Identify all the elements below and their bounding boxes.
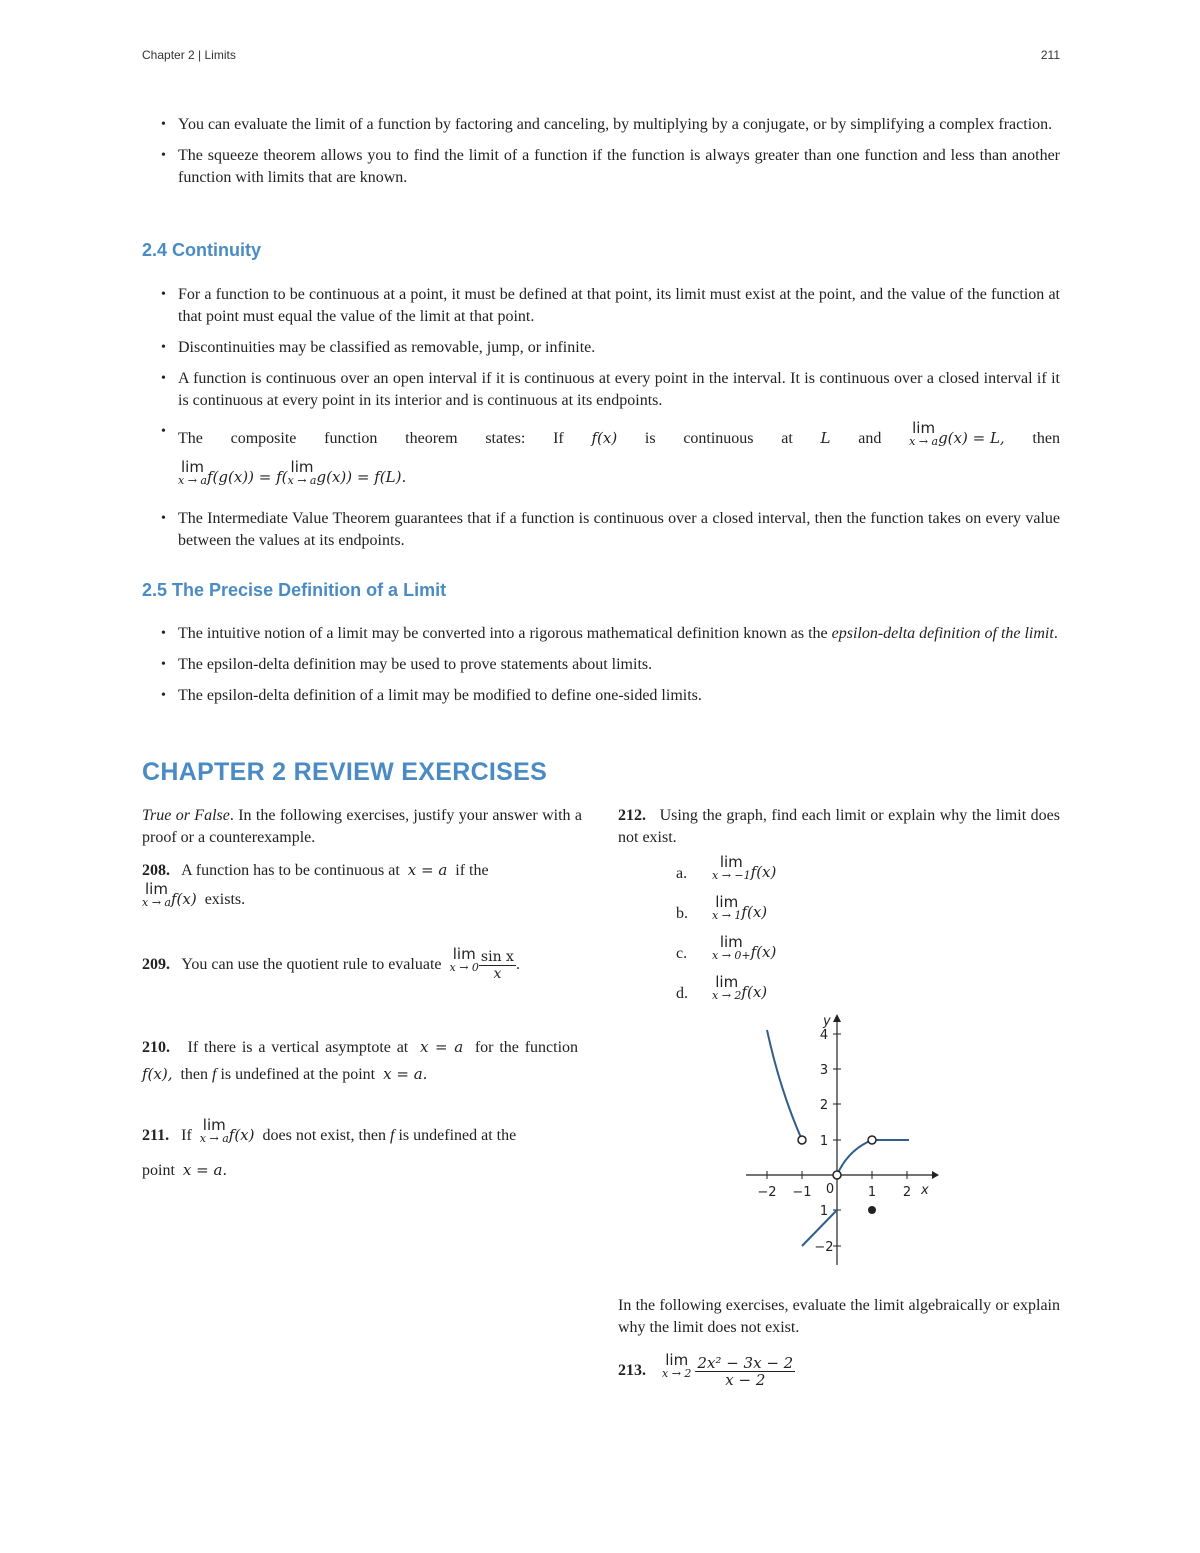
x-tick-label: −2 [757,1185,777,1200]
lim-operator: lim x → −1 [712,853,751,882]
math-fx: f(x) [591,429,618,447]
left-column [142,805,582,1188]
fraction: $\frac{\text{sin x}}{x}$ [480,948,514,982]
y-tick-label: −2 [814,1240,834,1255]
page-number: 211 [1040,48,1060,62]
fraction: $\frac{\text{2x² − 3x − 2}}{x - 2}$ [697,1353,794,1389]
word: composite [230,430,297,447]
algebraic-instructions: In the following exercises, evaluate the limit algebraically or explain why the limit does not exist. [618,1297,1060,1336]
bullet-item: • A function is continuous over an open interval if it is continuous at every point in the interval. It is continuous over a closed interval if it is continuous at every point in its interior and is continuous at its endpoints. [178,368,1060,412]
exercise-209: 209. You can use the quotient rule to evaluate lim x → 0 $\frac{\text{sin x}}{x}$ . [142,945,520,982]
exercise-212: 212. Using the graph, find each limit or explain why the limit does not exist. [618,807,1060,846]
word: states: [485,430,526,447]
exercise-number: 213. [618,1362,646,1379]
section-heading-continuity: 2.4 Continuity [142,240,262,260]
precise-definition-bullets [178,623,1060,716]
function-graph [740,1010,940,1272]
x-tick-label: 1 [867,1185,877,1200]
lim-operator: lim x → 0+ [712,933,751,962]
exercise-number: 210. [142,1038,170,1056]
chapter-label: Chapter 2 | Limits [142,48,236,62]
curve-left-branch [767,1030,802,1140]
exercise-211: 211. If lim x → a f(x) does not exist, then f is undefined at the point x = a. [142,1115,517,1179]
running-head [142,48,1060,68]
bullet-item: • The squeeze theorem allows you to find the limit of a function if the function is always greater than one function and less than another function with limits that are known. [178,145,1060,189]
right-column [618,805,1060,1021]
lim-operator: lim x → a [909,419,939,448]
y-tick-label: 2 [819,1098,829,1113]
y-tick-label: 4 [819,1028,829,1043]
math-L: L [820,429,831,447]
limit-item-a: a. lim x → −1 f(x) [676,853,777,882]
exercise-number: 211. [142,1126,170,1144]
exercise-number: 209. [142,956,170,973]
word: theorem [405,430,458,447]
composite-equation: lim x → a f(g(x)) = f( lim x → a g(x)) = f(L). [178,458,407,487]
right-column-lower [618,1295,1060,1388]
lim-operator: lim x → a [199,1115,229,1145]
x-axis-label: x [921,1183,929,1198]
x-axis-arrow [932,1171,939,1179]
bullet-item: • For a function to be continuous at a point, it must be defined at that point, its limit must exist at the point, and the value of the function at that point must equal the value of the limit at that point. [178,284,1060,328]
y-tick-label: 1 [819,1134,829,1149]
word: continuous [683,430,754,447]
y-axis-arrow [833,1014,841,1022]
true-false-intro: True or False. In the following exercises, justify your answer with a proof or a counterexample. [142,807,582,846]
y-tick-label: 3 [819,1063,829,1078]
word: is [644,430,656,447]
emphasis-term: epsilon-delta definition of the limit [831,625,1054,642]
lim-operator: lim x → a [142,880,171,909]
section-heading-precise-definition: 2.5 The Precise Definition of a Limit [142,580,447,600]
word: then [1032,430,1060,447]
lim-operator: lim x → 1 [712,893,742,922]
summary-bullets-top [178,114,1060,198]
exercise-213 [618,1353,1060,1388]
chapter-review-heading: CHAPTER 2 REVIEW EXERCISES [142,758,548,786]
limit-item-c: c. lim x → 0+ f(x) [676,933,777,962]
bullet-item: • The Intermediate Value Theorem guarantees that if a function is continuous over a closed interval, then the function takes on every value between the values at its endpoints. [178,508,1060,552]
word: at [781,430,793,447]
continuity-bullets [178,284,1060,561]
open-point [798,1136,806,1144]
closed-point [868,1206,876,1214]
y-axis-label: y [823,1014,831,1029]
word: and [858,430,882,447]
exercise-208: 208. A function has to be continuous at x = a if the lim x → a f(x) exists. [142,861,489,909]
exercise-210: 210. If there is a vertical asymptote at x = a for the function f(x), then f is undefined at the point x = a. [142,1037,579,1083]
curve-sqrt-branch [837,1140,872,1175]
bullet-item: • The epsilon-delta definition of a limit may be modified to define one-sided limits. [178,685,1060,707]
open-point [833,1171,841,1179]
bullet-item: • The epsilon-delta definition may be used to prove statements about limits. [178,654,1060,676]
x-tick-label: 0 [825,1182,835,1197]
lim-operator: lim x → 2 [712,973,742,1002]
y-tick-label: 1 [819,1204,829,1219]
exercise-number: 208. [142,862,170,879]
x-tick-label: −1 [792,1185,812,1200]
lim-operator: lim x → a [287,458,317,487]
exercise-number: 212. [618,807,646,824]
limit-item-b: b. lim x → 1 f(x) [676,893,768,922]
word: • The [178,430,203,447]
lim-operator: lim x → 0 [449,945,479,974]
x-tick-label: 2 [902,1185,912,1200]
lim-operator: lim x → a [178,458,207,487]
limit-item-d: d. lim x → 2 f(x) [676,973,768,1002]
lim-operator: lim x → 2 [662,1351,692,1380]
bullet-item: • The intuitive notion of a limit may be converted into a rigorous mathematical definition known as the epsilon-delta definition of the limit. [178,623,1060,645]
limit-expression: lim x → a g(x) = L, [909,419,1005,448]
open-point [868,1136,876,1144]
bullet-composite-theorem [178,421,1060,499]
word: If [553,430,564,447]
bullet-item: • You can evaluate the limit of a function by factoring and canceling, by multiplying by a conjugate, or by simplifying a complex fraction. [178,114,1060,136]
bullet-item: • Discontinuities may be classified as removable, jump, or infinite. [178,337,1060,359]
word: function [324,430,378,447]
limit-item-list [676,853,1060,1021]
